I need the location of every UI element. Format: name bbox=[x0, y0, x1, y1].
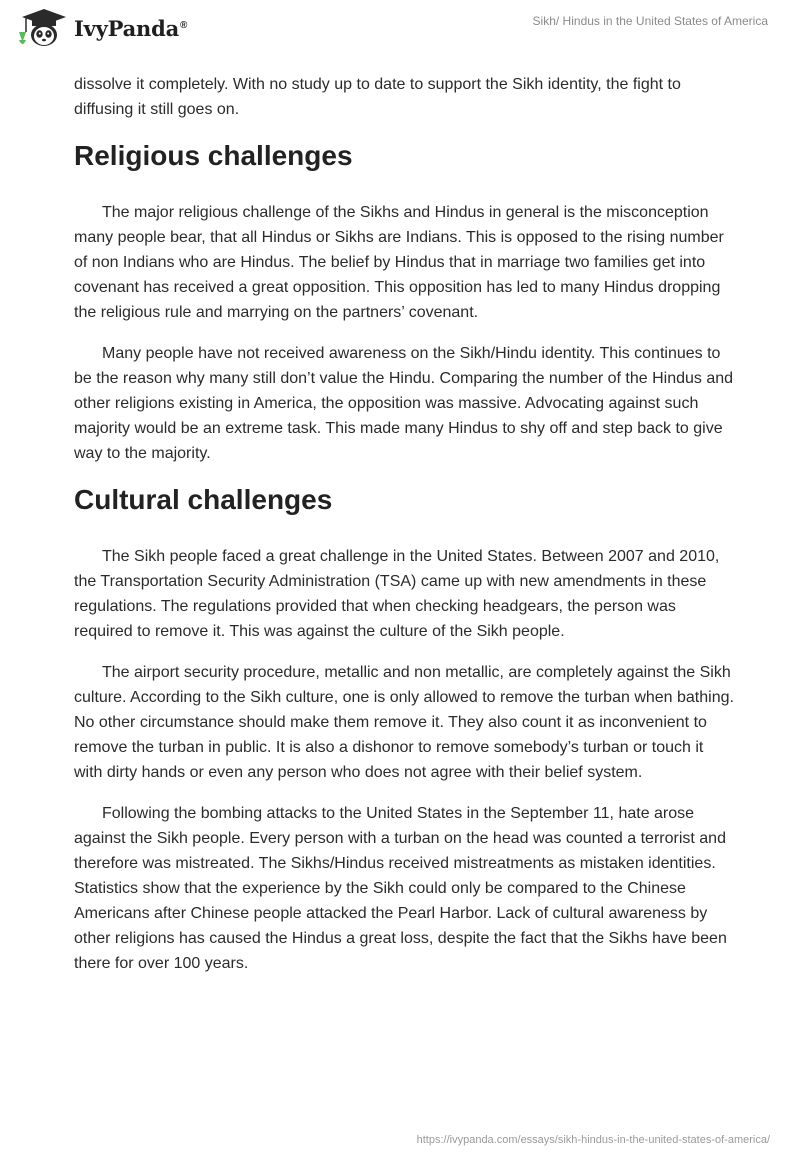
ivypanda-logo[interactable] bbox=[14, 8, 187, 48]
paragraph: The airport security procedure, metallic and non metallic, are completely against the Sikh culture. According to the Sikh culture, one is only allowed to remove the turban when bathing. No other circumstance should make them remove it. They also count it as inconvenient to remove the turban in public. It is also a dishonor to remove somebody’s turban or touch it with dirty hands or even any person who does not agree with their belief system. bbox=[74, 664, 734, 781]
brand-name: IvyPanda® bbox=[74, 15, 188, 41]
paragraph: Many people have not received awareness on the Sikh/Hindu identity. This continues to be the reason why many still don’t value the Hindu. Comparing the number of the Hindus and other religions existing in America, the opposition was massive. Advocating against such majority would be an extreme task. This made many Hindus to shy off and step back to give way to the majority. bbox=[74, 345, 734, 462]
section-heading-cultural: Cultural challenges bbox=[74, 484, 333, 515]
document-title: Sikh/ Hindus in the United States of America bbox=[532, 14, 768, 28]
section-heading-religious: Religious challenges bbox=[74, 140, 353, 171]
paragraph: Following the bombing attacks to the United States in the September 11, hate arose against the Sikh people. Every person with a turban on the head was counted a terrorist and therefore was mistreated. The Sikhs/Hindus received mistreatments as mistaken identities. Statistics show that the experience by the Sikh could only be compared to the Chinese Americans after Chinese people attacked the Pearl Harbor. Lack of cultural awareness by other religions has caused the Hindus a great loss, despite the fact that the Sikhs have been there for over 100 years. bbox=[74, 805, 727, 972]
page-header bbox=[0, 0, 800, 60]
intro-paragraph: dissolve it completely. With no study up to date to support the Sikh identity, the fight to diffusing it still goes on. bbox=[74, 76, 681, 118]
paragraph: The major religious challenge of the Sikhs and Hindus in general is the misconception many people bear, that all Hindus or Sikhs are Indians. This is opposed to the rising number of non Indians who are Hindus. The belief by Hindus that in marriage two families get into covenant has received a great opposition. This opposition has led to many Hindus dropping the religious rule and marrying on the partners’ covenant. bbox=[74, 204, 724, 321]
source-url[interactable]: https://ivypanda.com/essays/sikh-hindus-in-the-united-states-of-america/ bbox=[416, 1134, 770, 1146]
paragraph: The Sikh people faced a great challenge in the United States. Between 2007 and 2010, the Transportation Security Administration (TSA) came up with new amendments in these regulations. The regulations provided that when checking headgears, the person was required to remove it. This was against the culture of the Sikh people. bbox=[74, 548, 720, 640]
panda-graduate-icon bbox=[14, 8, 70, 48]
essay-content bbox=[74, 72, 734, 992]
